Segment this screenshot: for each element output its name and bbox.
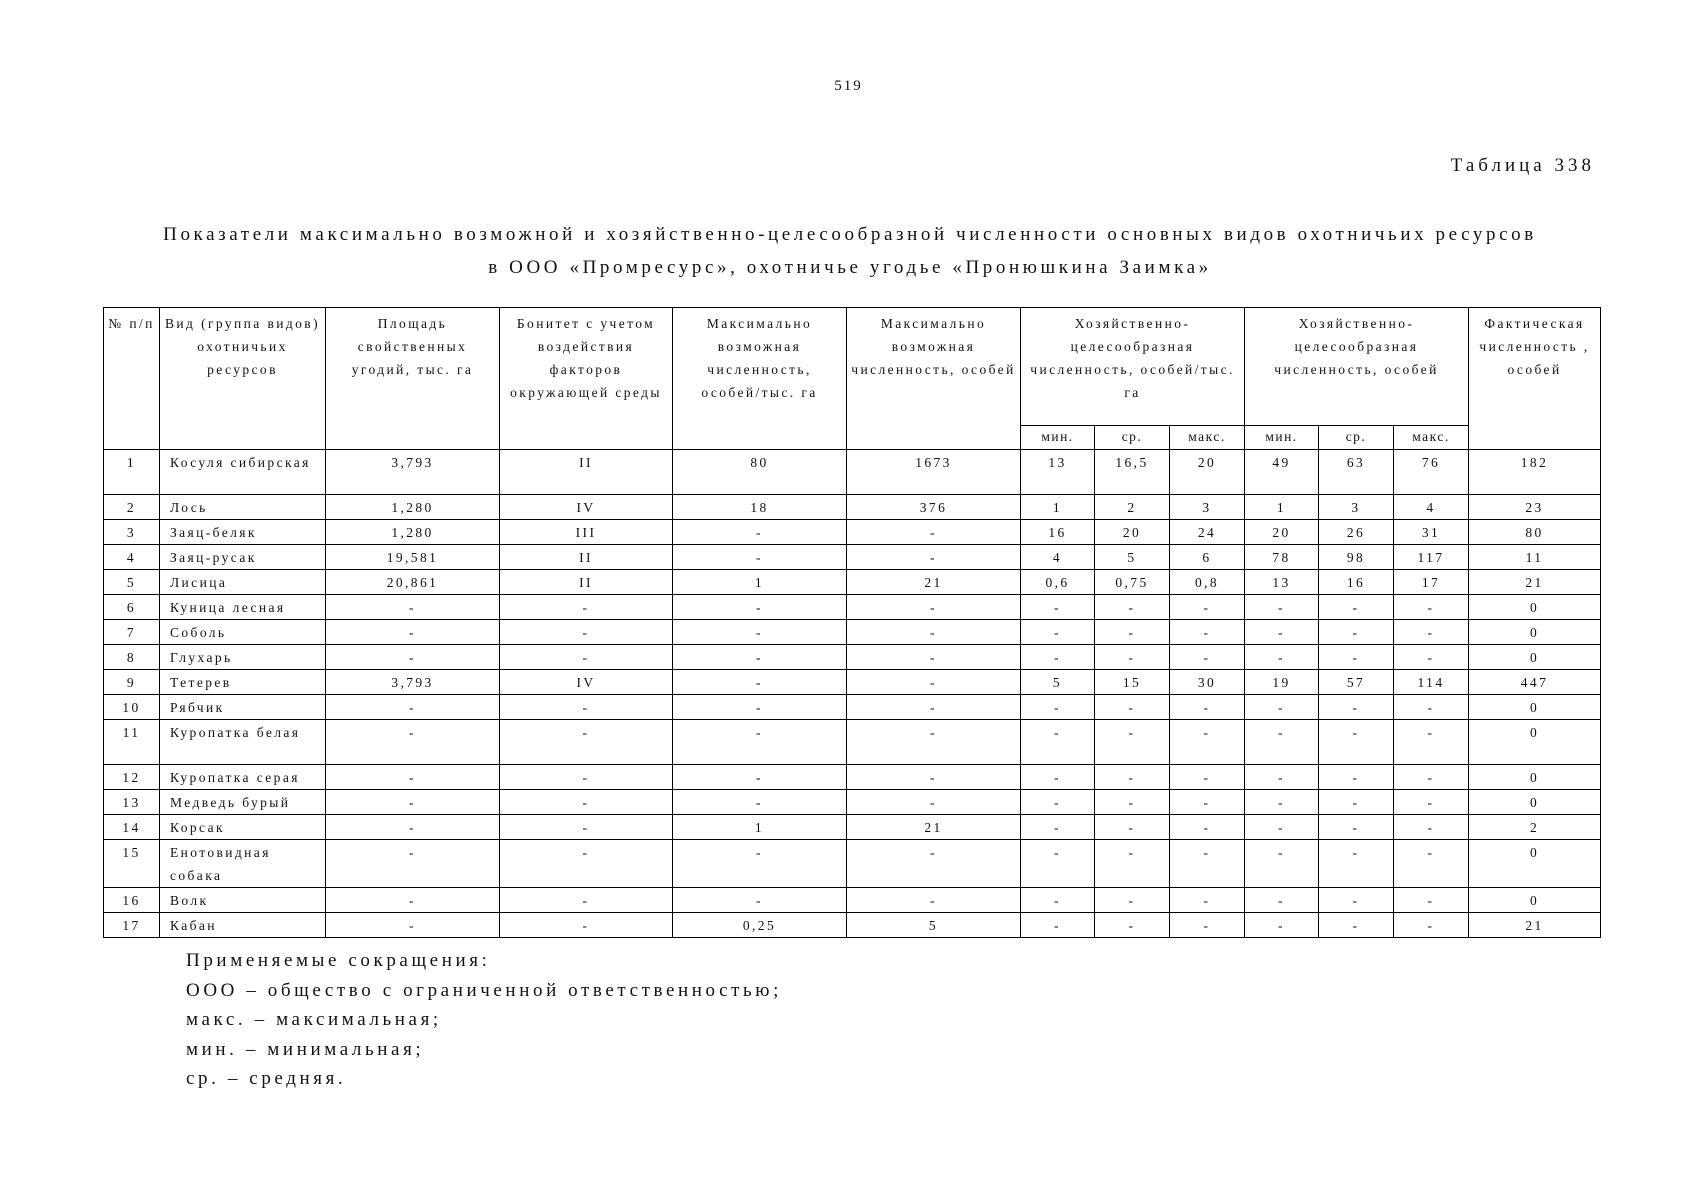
cell-eco-density-min: - (1021, 595, 1095, 620)
cell-species: Лось (160, 495, 326, 520)
cell-eco-density-avg: - (1095, 720, 1170, 765)
cell-eco-count-avg: - (1319, 913, 1394, 938)
cell-eco-density-min: - (1021, 765, 1095, 790)
cell-eco-density-min: - (1021, 840, 1095, 888)
table-row (104, 645, 1601, 670)
cell-max-density: - (673, 620, 847, 645)
cell-species: Лисица (160, 570, 326, 595)
abbreviation-item: макс. – максимальная; (186, 1009, 442, 1030)
table-row (104, 888, 1601, 913)
cell-area: 3,793 (326, 670, 500, 695)
cell-max-density: - (673, 595, 847, 620)
cell-bonitet: - (500, 888, 673, 913)
cell-eco-density-max: 20 (1170, 450, 1245, 495)
cell-area: - (326, 720, 500, 765)
cell-max-count: - (847, 645, 1021, 670)
cell-max-density: 80 (673, 450, 847, 495)
cell-eco-density-min: 1 (1021, 495, 1095, 520)
cell-bonitet: II (500, 450, 673, 495)
cell-bonitet: II (500, 570, 673, 595)
cell-num: 6 (104, 595, 160, 620)
cell-species: Медведь бурый (160, 790, 326, 815)
cell-species: Косуля сибирская (160, 450, 326, 495)
cell-max-density: - (673, 520, 847, 545)
cell-max-count: 376 (847, 495, 1021, 520)
data-table (103, 307, 1601, 938)
cell-eco-count-min: 19 (1245, 670, 1319, 695)
cell-eco-density-max: - (1170, 840, 1245, 888)
cell-bonitet: - (500, 695, 673, 720)
cell-species: Корсак (160, 815, 326, 840)
cell-eco-density-min: - (1021, 790, 1095, 815)
cell-eco-density-avg: - (1095, 595, 1170, 620)
cell-eco-count-min: 13 (1245, 570, 1319, 595)
cell-actual: 21 (1469, 570, 1601, 595)
cell-max-count: - (847, 888, 1021, 913)
cell-bonitet: - (500, 620, 673, 645)
cell-max-density: - (673, 645, 847, 670)
cell-species: Соболь (160, 620, 326, 645)
cell-eco-count-avg: - (1319, 645, 1394, 670)
page-number: 519 (834, 78, 863, 94)
cell-max-count: 5 (847, 913, 1021, 938)
cell-max-count: - (847, 545, 1021, 570)
cell-actual: 0 (1469, 790, 1601, 815)
cell-eco-density-max: 6 (1170, 545, 1245, 570)
cell-eco-density-avg: - (1095, 815, 1170, 840)
cell-species: Куница лесная (160, 595, 326, 620)
cell-eco-density-min: - (1021, 913, 1095, 938)
cell-max-count: - (847, 840, 1021, 888)
cell-max-count: 21 (847, 815, 1021, 840)
header-species: Вид (группа видов) охотничьих ресурсов (160, 308, 326, 450)
cell-species: Глухарь (160, 645, 326, 670)
cell-eco-density-max: - (1170, 595, 1245, 620)
cell-num: 17 (104, 913, 160, 938)
cell-eco-density-avg: 20 (1095, 520, 1170, 545)
cell-max-density: - (673, 765, 847, 790)
cell-eco-count-avg: 98 (1319, 545, 1394, 570)
cell-species: Заяц-русак (160, 545, 326, 570)
cell-eco-count-max: 76 (1394, 450, 1469, 495)
cell-eco-count-min: - (1245, 595, 1319, 620)
cell-max-density: - (673, 790, 847, 815)
abbreviations (186, 946, 782, 1094)
table-row (104, 790, 1601, 815)
abbreviation-item: ООО – общество с ограниченной ответственностью; (186, 979, 782, 1001)
cell-eco-density-avg: 16,5 (1095, 450, 1170, 495)
cell-eco-density-min: 13 (1021, 450, 1095, 495)
cell-eco-density-max: - (1170, 695, 1245, 720)
cell-eco-count-max: - (1394, 695, 1469, 720)
cell-eco-density-avg: 2 (1095, 495, 1170, 520)
cell-actual: 182 (1469, 450, 1601, 495)
table-row (104, 913, 1601, 938)
cell-eco-density-max: 30 (1170, 670, 1245, 695)
cell-actual: 0 (1469, 840, 1601, 888)
header-eco-density: Хозяйственно-целесообразная численность, особей/тыс. га (1021, 308, 1245, 426)
cell-eco-count-max: 17 (1394, 570, 1469, 595)
cell-actual: 0 (1469, 645, 1601, 670)
cell-num: 3 (104, 520, 160, 545)
cell-eco-count-min: - (1245, 720, 1319, 765)
cell-actual: 0 (1469, 720, 1601, 765)
cell-max-count: 1673 (847, 450, 1021, 495)
cell-actual: 80 (1469, 520, 1601, 545)
cell-species: Кабан (160, 913, 326, 938)
cell-eco-count-min: - (1245, 645, 1319, 670)
cell-species: Енотовидная собака (160, 840, 326, 888)
cell-eco-count-max: - (1394, 720, 1469, 765)
cell-num: 2 (104, 495, 160, 520)
cell-eco-density-max: - (1170, 765, 1245, 790)
header-max-count: Максимально возможная численность, особей (847, 308, 1021, 450)
cell-eco-density-max: - (1170, 790, 1245, 815)
cell-max-count: - (847, 595, 1021, 620)
cell-actual: 0 (1469, 765, 1601, 790)
header-eco-count: Хозяйственно-целесообразная численность, особей (1245, 308, 1469, 426)
cell-actual: 23 (1469, 495, 1601, 520)
cell-bonitet: - (500, 790, 673, 815)
table-title (60, 218, 1640, 284)
table-row (104, 840, 1601, 888)
cell-max-density: - (673, 888, 847, 913)
header-eco-density-max: макс. (1170, 426, 1245, 450)
table-row (104, 520, 1601, 545)
cell-area: - (326, 790, 500, 815)
cell-eco-count-min: - (1245, 695, 1319, 720)
cell-eco-density-avg: - (1095, 620, 1170, 645)
cell-eco-count-avg: 26 (1319, 520, 1394, 545)
table-row (104, 720, 1601, 765)
cell-eco-count-min: - (1245, 888, 1319, 913)
cell-actual: 2 (1469, 815, 1601, 840)
cell-eco-count-avg: 16 (1319, 570, 1394, 595)
cell-eco-density-avg: - (1095, 888, 1170, 913)
cell-eco-count-avg: - (1319, 620, 1394, 645)
cell-area: - (326, 913, 500, 938)
cell-max-density: - (673, 545, 847, 570)
cell-area: 1,280 (326, 495, 500, 520)
cell-bonitet: - (500, 815, 673, 840)
cell-area: 1,280 (326, 520, 500, 545)
cell-bonitet: IV (500, 670, 673, 695)
cell-eco-count-max: 117 (1394, 545, 1469, 570)
cell-bonitet: - (500, 720, 673, 765)
cell-area: 19,581 (326, 545, 500, 570)
cell-bonitet: III (500, 520, 673, 545)
cell-actual: 11 (1469, 545, 1601, 570)
header-eco-density-min: мин. (1021, 426, 1095, 450)
cell-eco-count-avg: 3 (1319, 495, 1394, 520)
cell-num: 13 (104, 790, 160, 815)
title-line-2: в ООО «Промресурс», охотничье угодье «Пронюшкина Заимка» (488, 257, 1212, 278)
cell-eco-count-min: 20 (1245, 520, 1319, 545)
cell-eco-density-avg: 15 (1095, 670, 1170, 695)
cell-eco-count-max: - (1394, 888, 1469, 913)
cell-eco-count-max: 114 (1394, 670, 1469, 695)
cell-eco-density-avg: - (1095, 790, 1170, 815)
table-label: Таблица 338 (1450, 155, 1595, 176)
cell-max-count: - (847, 790, 1021, 815)
cell-num: 11 (104, 720, 160, 765)
cell-eco-count-max: - (1394, 815, 1469, 840)
cell-num: 4 (104, 545, 160, 570)
header-eco-count-max: макс. (1394, 426, 1469, 450)
cell-eco-density-max: - (1170, 620, 1245, 645)
cell-max-count: - (847, 620, 1021, 645)
cell-eco-density-max: 24 (1170, 520, 1245, 545)
cell-eco-count-avg: 63 (1319, 450, 1394, 495)
cell-eco-count-avg: - (1319, 595, 1394, 620)
cell-eco-density-max: - (1170, 645, 1245, 670)
cell-eco-count-avg: - (1319, 695, 1394, 720)
header-max-density: Максимально возможная численность, особей/тыс. га (673, 308, 847, 450)
cell-area: - (326, 695, 500, 720)
cell-eco-density-min: - (1021, 620, 1095, 645)
cell-area: - (326, 888, 500, 913)
cell-actual: 0 (1469, 620, 1601, 645)
cell-eco-density-max: - (1170, 720, 1245, 765)
cell-eco-count-avg: - (1319, 888, 1394, 913)
cell-num: 8 (104, 645, 160, 670)
cell-max-density: - (673, 840, 847, 888)
cell-species: Рябчик (160, 695, 326, 720)
cell-bonitet: - (500, 595, 673, 620)
header-eco-count-min: мин. (1245, 426, 1319, 450)
cell-eco-density-min: 4 (1021, 545, 1095, 570)
cell-eco-density-avg: 0,75 (1095, 570, 1170, 595)
cell-max-count: - (847, 670, 1021, 695)
cell-eco-density-avg: - (1095, 695, 1170, 720)
cell-max-count: - (847, 720, 1021, 765)
cell-eco-count-min: 49 (1245, 450, 1319, 495)
cell-num: 14 (104, 815, 160, 840)
cell-eco-count-max: - (1394, 913, 1469, 938)
cell-eco-count-min: 1 (1245, 495, 1319, 520)
cell-eco-density-avg: - (1095, 840, 1170, 888)
cell-num: 12 (104, 765, 160, 790)
cell-eco-density-max: - (1170, 913, 1245, 938)
header-eco-count-avg: ср. (1319, 426, 1394, 450)
cell-max-density: 1 (673, 815, 847, 840)
cell-eco-count-max: - (1394, 645, 1469, 670)
cell-area: - (326, 620, 500, 645)
cell-eco-density-max: 0,8 (1170, 570, 1245, 595)
table-row (104, 495, 1601, 520)
cell-eco-count-avg: - (1319, 790, 1394, 815)
header-bonitet: Бонитет с учетом воздействия факторов окружающей среды (500, 308, 673, 450)
cell-species: Волк (160, 888, 326, 913)
cell-eco-density-avg: - (1095, 765, 1170, 790)
cell-eco-density-max: - (1170, 815, 1245, 840)
cell-area: - (326, 595, 500, 620)
cell-max-density: - (673, 720, 847, 765)
header-eco-density-avg: ср. (1095, 426, 1170, 450)
cell-species: Заяц-беляк (160, 520, 326, 545)
cell-num: 7 (104, 620, 160, 645)
cell-max-count: - (847, 520, 1021, 545)
cell-actual: 0 (1469, 695, 1601, 720)
cell-num: 16 (104, 888, 160, 913)
abbreviation-item: ср. – средняя. (186, 1068, 347, 1089)
cell-eco-count-min: - (1245, 840, 1319, 888)
cell-num: 1 (104, 450, 160, 495)
cell-bonitet: - (500, 765, 673, 790)
cell-eco-count-max: 4 (1394, 495, 1469, 520)
cell-eco-count-max: 31 (1394, 520, 1469, 545)
cell-eco-count-avg: - (1319, 720, 1394, 765)
cell-eco-count-max: - (1394, 840, 1469, 888)
cell-eco-density-min: - (1021, 720, 1095, 765)
cell-eco-density-min: 5 (1021, 670, 1095, 695)
cell-area: 20,861 (326, 570, 500, 595)
cell-max-density: 0,25 (673, 913, 847, 938)
cell-bonitet: - (500, 913, 673, 938)
table-row (104, 595, 1601, 620)
cell-eco-density-avg: 5 (1095, 545, 1170, 570)
header-actual: Фактическая численность , особей (1469, 308, 1601, 450)
cell-eco-density-avg: - (1095, 913, 1170, 938)
abbreviation-item: мин. – минимальная; (186, 1038, 425, 1060)
cell-num: 9 (104, 670, 160, 695)
cell-eco-count-max: - (1394, 595, 1469, 620)
cell-num: 10 (104, 695, 160, 720)
cell-bonitet: - (500, 840, 673, 888)
table-row (104, 765, 1601, 790)
cell-eco-density-min: - (1021, 645, 1095, 670)
cell-actual: 21 (1469, 913, 1601, 938)
cell-area: - (326, 815, 500, 840)
cell-max-density: - (673, 670, 847, 695)
table-row (104, 695, 1601, 720)
title-line-1: Показатели максимально возможной и хозяйственно-целесообразной численности основных видов охотничьих ресурсов (163, 224, 1537, 245)
cell-max-count: 21 (847, 570, 1021, 595)
cell-eco-density-max: - (1170, 888, 1245, 913)
cell-eco-count-min: 78 (1245, 545, 1319, 570)
cell-eco-count-avg: 57 (1319, 670, 1394, 695)
table-row (104, 815, 1601, 840)
cell-species: Куропатка серая (160, 765, 326, 790)
cell-eco-density-min: - (1021, 815, 1095, 840)
table-row (104, 450, 1601, 495)
cell-eco-count-min: - (1245, 790, 1319, 815)
cell-max-count: - (847, 765, 1021, 790)
cell-eco-density-max: 3 (1170, 495, 1245, 520)
cell-area: 3,793 (326, 450, 500, 495)
cell-eco-count-max: - (1394, 765, 1469, 790)
table-row (104, 570, 1601, 595)
cell-species: Куропатка белая (160, 720, 326, 765)
cell-max-count: - (847, 695, 1021, 720)
cell-actual: 0 (1469, 888, 1601, 913)
cell-species: Тетерев (160, 670, 326, 695)
cell-bonitet: - (500, 645, 673, 670)
table-row (104, 670, 1601, 695)
cell-eco-count-min: - (1245, 815, 1319, 840)
cell-max-density: 18 (673, 495, 847, 520)
cell-num: 15 (104, 840, 160, 888)
cell-eco-density-avg: - (1095, 645, 1170, 670)
header-area: Площадь свойственных угодий, тыс. га (326, 308, 500, 450)
cell-eco-count-max: - (1394, 620, 1469, 645)
cell-bonitet: II (500, 545, 673, 570)
cell-eco-density-min: 16 (1021, 520, 1095, 545)
cell-eco-count-min: - (1245, 620, 1319, 645)
abbreviations-heading: Применяемые сокращения: (186, 950, 491, 971)
header-num: № п/п (104, 308, 160, 450)
table-row (104, 620, 1601, 645)
cell-area: - (326, 840, 500, 888)
cell-eco-density-min: - (1021, 888, 1095, 913)
cell-eco-count-min: - (1245, 913, 1319, 938)
cell-eco-count-avg: - (1319, 765, 1394, 790)
table-row (104, 545, 1601, 570)
cell-area: - (326, 765, 500, 790)
cell-bonitet: IV (500, 495, 673, 520)
cell-eco-density-min: 0,6 (1021, 570, 1095, 595)
cell-eco-density-min: - (1021, 695, 1095, 720)
cell-eco-count-avg: - (1319, 840, 1394, 888)
cell-eco-count-max: - (1394, 790, 1469, 815)
cell-eco-count-min: - (1245, 765, 1319, 790)
cell-area: - (326, 645, 500, 670)
cell-actual: 0 (1469, 595, 1601, 620)
cell-num: 5 (104, 570, 160, 595)
cell-max-density: 1 (673, 570, 847, 595)
cell-max-density: - (673, 695, 847, 720)
cell-actual: 447 (1469, 670, 1601, 695)
cell-eco-count-avg: - (1319, 815, 1394, 840)
